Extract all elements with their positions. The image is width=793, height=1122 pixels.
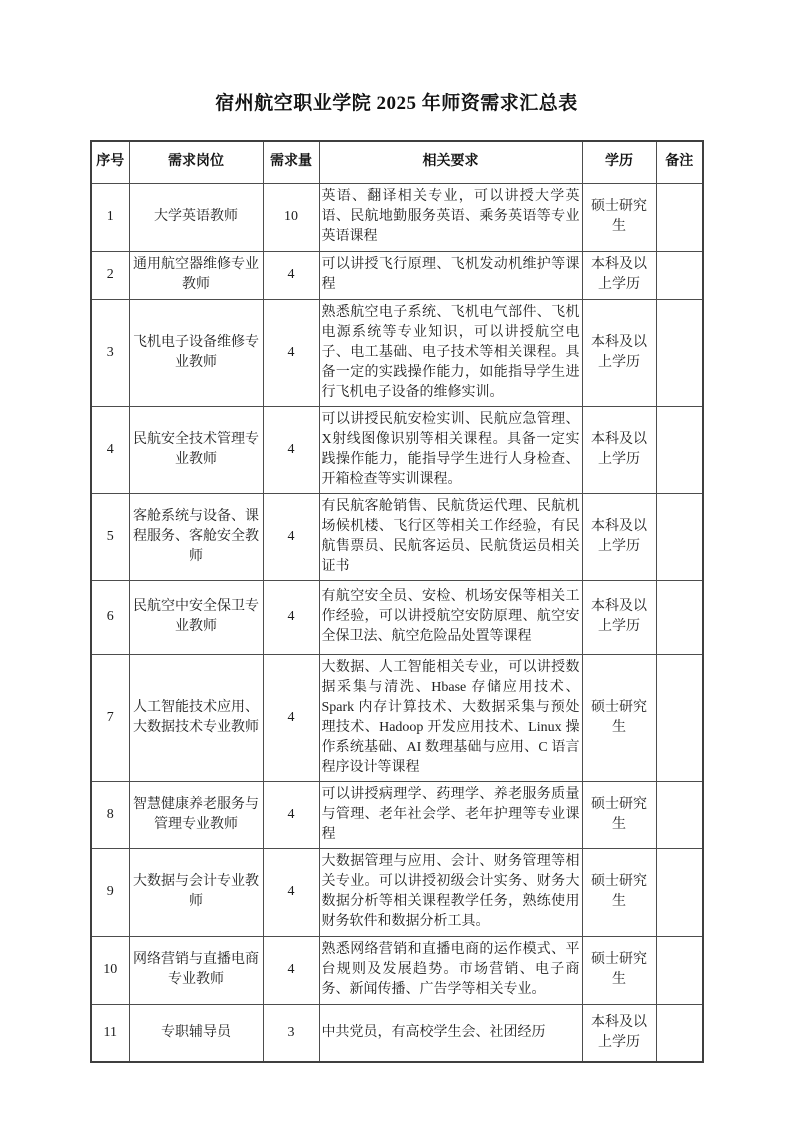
cell-education: 硕士研究生 bbox=[582, 936, 656, 1004]
page-title: 宿州航空职业学院 2025 年师资需求汇总表 bbox=[215, 93, 578, 114]
cell-notes bbox=[656, 251, 703, 299]
cell-position: 专职辅导员 bbox=[129, 1004, 263, 1062]
cell-position: 网络营销与直播电商专业教师 bbox=[129, 936, 263, 1004]
cell-notes bbox=[656, 848, 703, 936]
cell-no: 8 bbox=[91, 781, 129, 848]
table-row bbox=[91, 654, 703, 781]
cell-no: 6 bbox=[91, 580, 129, 654]
cell-position: 飞机电子设备维修专业教师 bbox=[129, 299, 263, 406]
cell-no: 1 bbox=[91, 183, 129, 251]
cell-position: 客舱系统与设备、课程服务、客舱安全教师 bbox=[129, 493, 263, 580]
header-education: 学历 bbox=[582, 141, 656, 183]
cell-notes bbox=[656, 580, 703, 654]
cell-notes bbox=[656, 781, 703, 848]
header-no: 序号 bbox=[91, 141, 129, 183]
cell-position: 大学英语教师 bbox=[129, 183, 263, 251]
cell-notes bbox=[656, 406, 703, 493]
cell-requirements: 熟悉网络营销和直播电商的运作模式、平台规则及发展趋势。市场营销、电子商务、新闻传播、广告学等相关专业。 bbox=[319, 936, 582, 1004]
cell-education: 本科及以上学历 bbox=[582, 493, 656, 580]
table-row bbox=[91, 936, 703, 1004]
cell-position: 民航安全技术管理专业教师 bbox=[129, 406, 263, 493]
table-body bbox=[91, 183, 703, 1062]
cell-no: 11 bbox=[91, 1004, 129, 1062]
cell-quantity: 3 bbox=[263, 1004, 319, 1062]
teacher-demand-table bbox=[90, 140, 704, 1063]
cell-education: 本科及以上学历 bbox=[582, 580, 656, 654]
cell-education: 本科及以上学历 bbox=[582, 406, 656, 493]
cell-no: 4 bbox=[91, 406, 129, 493]
cell-requirements: 大数据、人工智能相关专业，可以讲授数据采集与清洗、Hbase 存储应用技术、Spark 内存计算技术、大数据采集与预处理技术、Hadoop 开发应用技术、Linux 操作系统基础、AI 数理基础与应用、C 语言程序设计等课程 bbox=[319, 654, 582, 781]
cell-quantity: 4 bbox=[263, 406, 319, 493]
cell-requirements: 中共党员，有高校学生会、社团经历 bbox=[319, 1004, 582, 1062]
header-requirements: 相关要求 bbox=[319, 141, 582, 183]
table-row bbox=[91, 183, 703, 251]
cell-requirements: 英语、翻译相关专业，可以讲授大学英语、民航地勤服务英语、乘务英语等专业英语课程 bbox=[319, 183, 582, 251]
cell-no: 7 bbox=[91, 654, 129, 781]
header-notes: 备注 bbox=[656, 141, 703, 183]
cell-education: 本科及以上学历 bbox=[582, 1004, 656, 1062]
cell-quantity: 4 bbox=[263, 654, 319, 781]
cell-no: 5 bbox=[91, 493, 129, 580]
cell-position: 通用航空器维修专业教师 bbox=[129, 251, 263, 299]
cell-position: 人工智能技术应用、大数据技术专业教师 bbox=[129, 654, 263, 781]
cell-position: 智慧健康养老服务与管理专业教师 bbox=[129, 781, 263, 848]
table-row bbox=[91, 406, 703, 493]
cell-education: 硕士研究生 bbox=[582, 781, 656, 848]
cell-notes bbox=[656, 654, 703, 781]
table-row bbox=[91, 493, 703, 580]
cell-no: 2 bbox=[91, 251, 129, 299]
cell-no: 3 bbox=[91, 299, 129, 406]
cell-notes bbox=[656, 299, 703, 406]
cell-no: 10 bbox=[91, 936, 129, 1004]
cell-quantity: 10 bbox=[263, 183, 319, 251]
table-row bbox=[91, 251, 703, 299]
cell-position: 民航空中安全保卫专业教师 bbox=[129, 580, 263, 654]
cell-position: 大数据与会计专业教师 bbox=[129, 848, 263, 936]
cell-quantity: 4 bbox=[263, 781, 319, 848]
cell-notes bbox=[656, 493, 703, 580]
cell-quantity: 4 bbox=[263, 580, 319, 654]
cell-requirements: 可以讲授病理学、药理学、养老服务质量与管理、老年社会学、老年护理等专业课程 bbox=[319, 781, 582, 848]
cell-notes bbox=[656, 1004, 703, 1062]
header-row bbox=[91, 141, 703, 183]
header-quantity: 需求量 bbox=[263, 141, 319, 183]
table-row bbox=[91, 580, 703, 654]
cell-notes bbox=[656, 936, 703, 1004]
cell-notes bbox=[656, 183, 703, 251]
table-row bbox=[91, 1004, 703, 1062]
table-row bbox=[91, 299, 703, 406]
cell-education: 硕士研究生 bbox=[582, 183, 656, 251]
cell-education: 本科及以上学历 bbox=[582, 299, 656, 406]
cell-education: 硕士研究生 bbox=[582, 654, 656, 781]
cell-requirements: 大数据管理与应用、会计、财务管理等相关专业。可以讲授初级会计实务、财务大数据分析等相关课程教学任务，熟练使用财务软件和数据分析工具。 bbox=[319, 848, 582, 936]
cell-requirements: 熟悉航空电子系统、飞机电气部件、飞机电源系统等专业知识，可以讲授航空电子、电工基础、电子技术等相关课程。具备一定的实践操作能力，如能指导学生进行飞机电子设备的维修实训。 bbox=[319, 299, 582, 406]
cell-quantity: 4 bbox=[263, 251, 319, 299]
cell-quantity: 4 bbox=[263, 299, 319, 406]
cell-requirements: 有民航客舱销售、民航货运代理、民航机场候机楼、飞行区等相关工作经验，有民航售票员、民航客运员、民航货运员相关证书 bbox=[319, 493, 582, 580]
cell-requirements: 可以讲授飞行原理、飞机发动机维护等课程 bbox=[319, 251, 582, 299]
table-row bbox=[91, 781, 703, 848]
table-header bbox=[91, 141, 703, 183]
cell-no: 9 bbox=[91, 848, 129, 936]
cell-quantity: 4 bbox=[263, 936, 319, 1004]
cell-quantity: 4 bbox=[263, 848, 319, 936]
cell-education: 硕士研究生 bbox=[582, 848, 656, 936]
table-row bbox=[91, 848, 703, 936]
cell-quantity: 4 bbox=[263, 493, 319, 580]
cell-education: 本科及以上学历 bbox=[582, 251, 656, 299]
cell-requirements: 有航空安全员、安检、机场安保等相关工作经验，可以讲授航空安防原理、航空安全保卫法、航空危险品处置等课程 bbox=[319, 580, 582, 654]
cell-requirements: 可以讲授民航安检实训、民航应急管理、X射线图像识别等相关课程。具备一定实践操作能力，能指导学生进行人身检查、开箱检查等实训课程。 bbox=[319, 406, 582, 493]
header-position: 需求岗位 bbox=[129, 141, 263, 183]
